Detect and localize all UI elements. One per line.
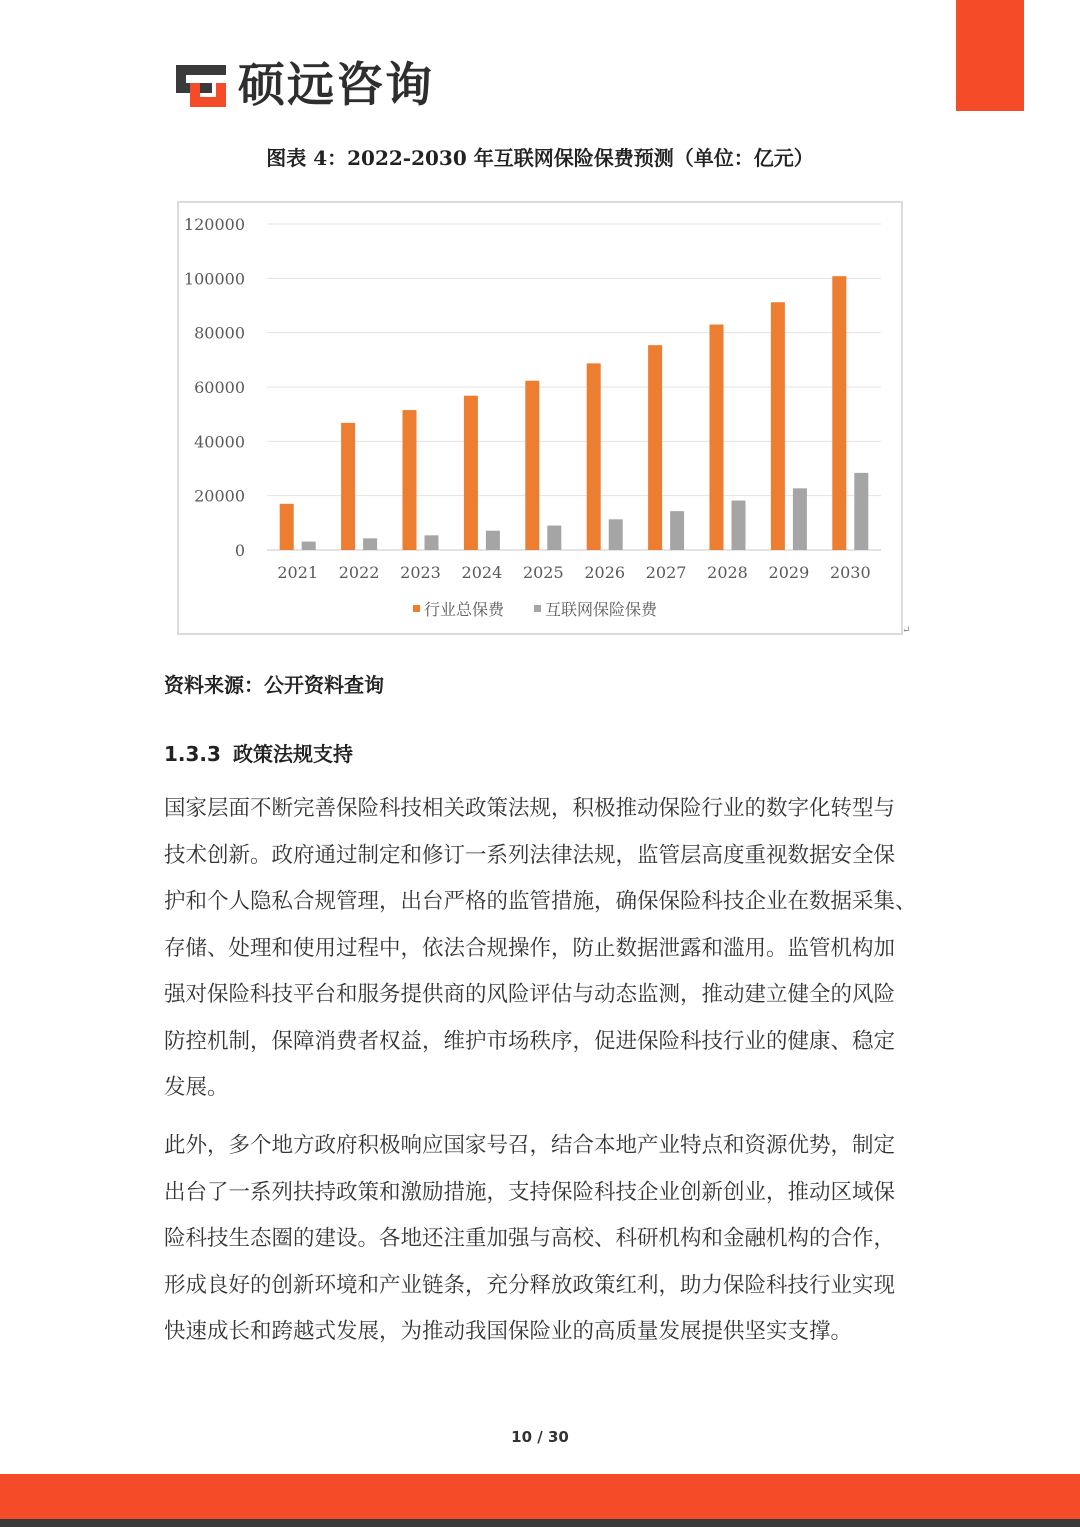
bar: [771, 302, 785, 550]
bar: [547, 526, 561, 550]
y-tick-label: 40000: [194, 432, 245, 452]
paragraph-line: 形成良好的创新环境和产业链条，充分释放政策红利，助力保险科技行业实现: [164, 1272, 896, 1298]
company-logo: [176, 58, 434, 114]
bar: [609, 519, 623, 550]
x-tick-label: 2021: [277, 563, 319, 582]
y-tick-label: 0: [234, 541, 245, 560]
bar: [587, 363, 601, 550]
logo-mark-icon: [176, 61, 226, 111]
figure-caption: 图表 4：2022-2030 年互联网保险保费预测（单位：亿元）: [266, 146, 814, 170]
bar: [341, 423, 355, 550]
bar-chart-svg: [179, 203, 901, 633]
bar: [670, 511, 684, 550]
y-tick-label: 120000: [183, 215, 245, 234]
figure-source: 资料来源：公开资料查询: [164, 673, 384, 697]
bar: [425, 535, 439, 550]
bar: [486, 531, 500, 550]
bar: [793, 488, 807, 550]
y-tick-label: 20000: [194, 486, 245, 506]
y-tick-label: 100000: [183, 269, 245, 289]
legend-swatch: [413, 605, 420, 612]
bar: [525, 381, 539, 550]
bar: [648, 345, 662, 550]
legend-label: 互联网保险保费: [545, 600, 658, 619]
paragraph-line: 防控机制，保障消费者权益，维护市场秩序，促进保险科技行业的健康、稳定: [164, 1028, 896, 1054]
section-heading: [164, 738, 353, 767]
paragraph-line: 国家层面不断完善保险科技相关政策法规，积极推动保险行业的数字化转型与: [164, 796, 896, 821]
x-tick-label: 2029: [768, 563, 810, 582]
bar: [732, 501, 746, 550]
body-paragraph: [164, 1123, 924, 1356]
bar: [854, 473, 868, 550]
x-tick-label: 2030: [829, 563, 871, 582]
bar: [710, 325, 724, 550]
footer-edge: [0, 1519, 1080, 1527]
paragraph-line: 险科技生态圈的建设。各地还注重加强与高校、科研机构和金融机构的合作，: [164, 1226, 896, 1251]
x-tick-label: 2028: [707, 563, 748, 582]
legend-label: 行业总保费: [424, 600, 505, 619]
section-title: 政策法规支持: [232, 742, 353, 766]
y-tick-label: 60000: [194, 378, 245, 397]
bar: [403, 410, 417, 550]
bar: [464, 396, 478, 550]
footer-bar: [0, 1474, 1080, 1519]
bar: [832, 276, 846, 550]
paragraph-line: 此外，多个地方政府积极响应国家号召，结合本地产业特点和资源优势，制定: [164, 1133, 896, 1158]
bar-chart: [177, 201, 903, 635]
page-number: 10 / 30: [511, 1428, 569, 1446]
body-paragraph: [164, 786, 924, 1112]
paragraph-line: 出台了一系列扶持政策和激励措施，支持保险科技企业创新创业，推动区域保: [164, 1179, 896, 1205]
paragraph-line: 强对保险科技平台和服务提供商的风险评估与动态监测，推动建立健全的风险: [164, 982, 896, 1007]
section-number: 1.3.3: [164, 742, 221, 766]
bar: [363, 538, 377, 550]
legend-swatch: [534, 605, 541, 612]
paragraph-line: 快速成长和跨越式发展，为推动我国保险业的高质量发展提供坚实支撑。: [164, 1319, 853, 1344]
paragraph-mark-icon: ↵: [902, 625, 911, 636]
paragraph-line: 技术创新。政府通过制定和修订一系列法律法规，监管层高度重视数据安全保: [164, 842, 896, 868]
bar: [302, 542, 316, 550]
paragraph-line: 发展。: [164, 1075, 229, 1100]
x-tick-label: 2026: [584, 563, 626, 582]
bar: [280, 504, 294, 550]
paragraph-line: 存储、处理和使用过程中，依法合规操作，防止数据泄露和滥用。监管机构加: [164, 935, 896, 961]
x-tick-label: 2027: [645, 563, 687, 582]
logo-text: 硕远咨询: [238, 58, 434, 113]
x-tick-label: 2025: [522, 563, 564, 582]
paragraph-line: 护和个人隐私合规管理，出台严格的监管措施，确保保险科技企业在数据采集、: [164, 889, 917, 914]
y-tick-label: 80000: [194, 323, 245, 343]
x-tick-label: 2024: [461, 563, 503, 582]
x-tick-label: 2022: [338, 563, 380, 582]
x-tick-label: 2023: [400, 563, 441, 582]
header-corner-accent: [956, 0, 1024, 111]
